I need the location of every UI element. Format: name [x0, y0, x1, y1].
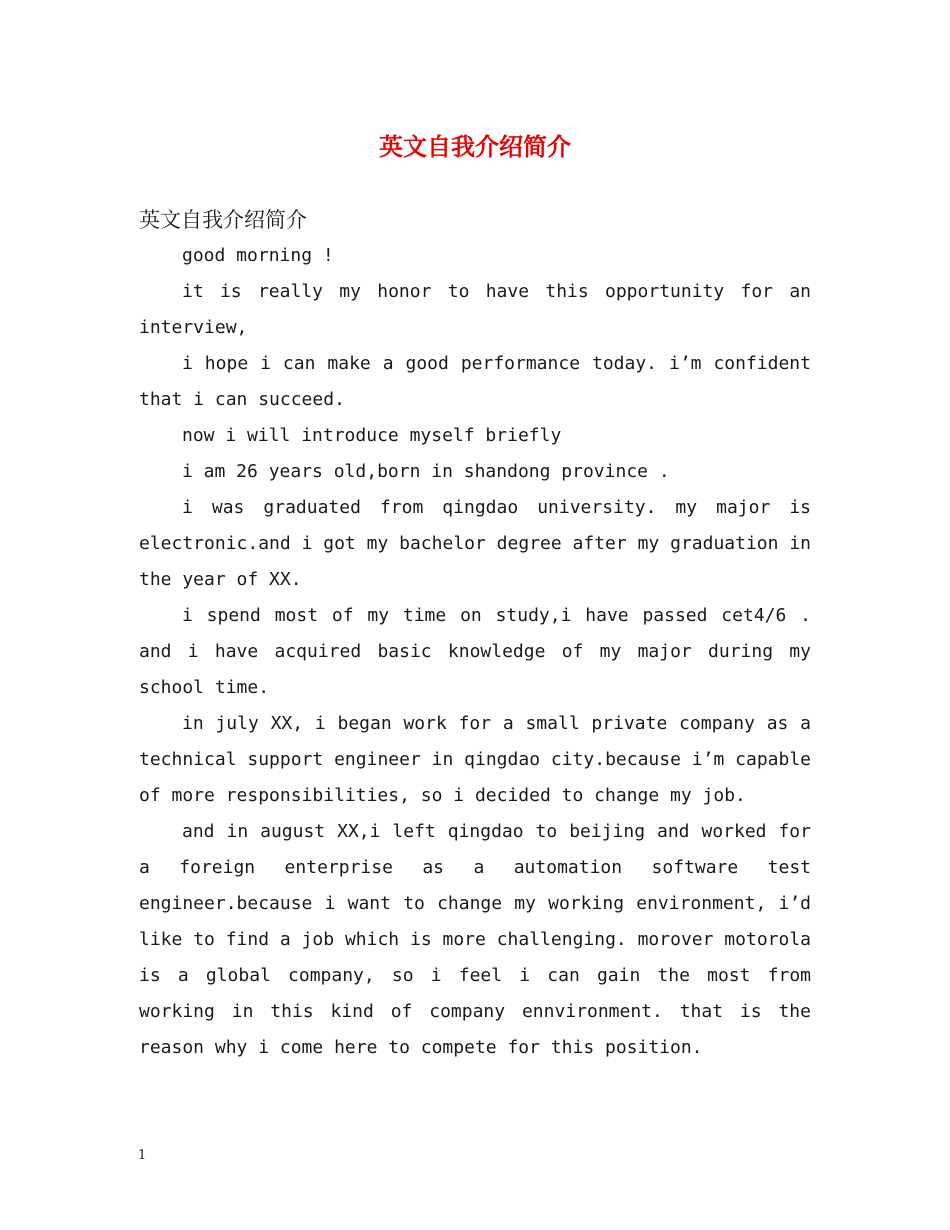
paragraph-greeting: good morning !	[182, 245, 334, 266]
document-body	[139, 238, 811, 1066]
paragraph-honor: it is really my honor to have this opportunity for an interview,	[139, 281, 811, 338]
paragraph-age: i am 26 years old,born in shandong province .	[182, 461, 670, 482]
document-subheading: 英文自我介绍简介	[139, 208, 307, 232]
paragraph-second-job: and in august XX,i left qingdao to beijing and worked for a foreign enterprise as a automation software test engineer.because i want to change my working environment, i’d like to find a job which is more challenging. morover motorola is a global company, so i feel i can gain the most from working in this kind of company ennvironment. that is the reason why i come here to compete for this position.	[139, 821, 811, 1058]
paragraph-education: i was graduated from qingdao university. my major is electronic.and i got my bachelor degree after my graduation in the year of XX.	[139, 497, 811, 590]
paragraph-introduction: now i will introduce myself briefly	[182, 425, 562, 446]
paragraph-study: i spend most of my time on study,i have passed cet4/6 . and i have acquired basic knowledge of my major during my school time.	[139, 605, 811, 698]
page-number: 1	[138, 1148, 147, 1163]
paragraph-first-job: in july XX, i began work for a small private company as a technical support engineer in qingdao city.because i’m capable of more responsibilities, so i decided to change my job.	[139, 713, 811, 806]
paragraph-performance: i hope i can make a good performance today. i’m confident that i can succeed.	[139, 353, 811, 410]
document-title: 英文自我介绍简介	[379, 132, 571, 161]
